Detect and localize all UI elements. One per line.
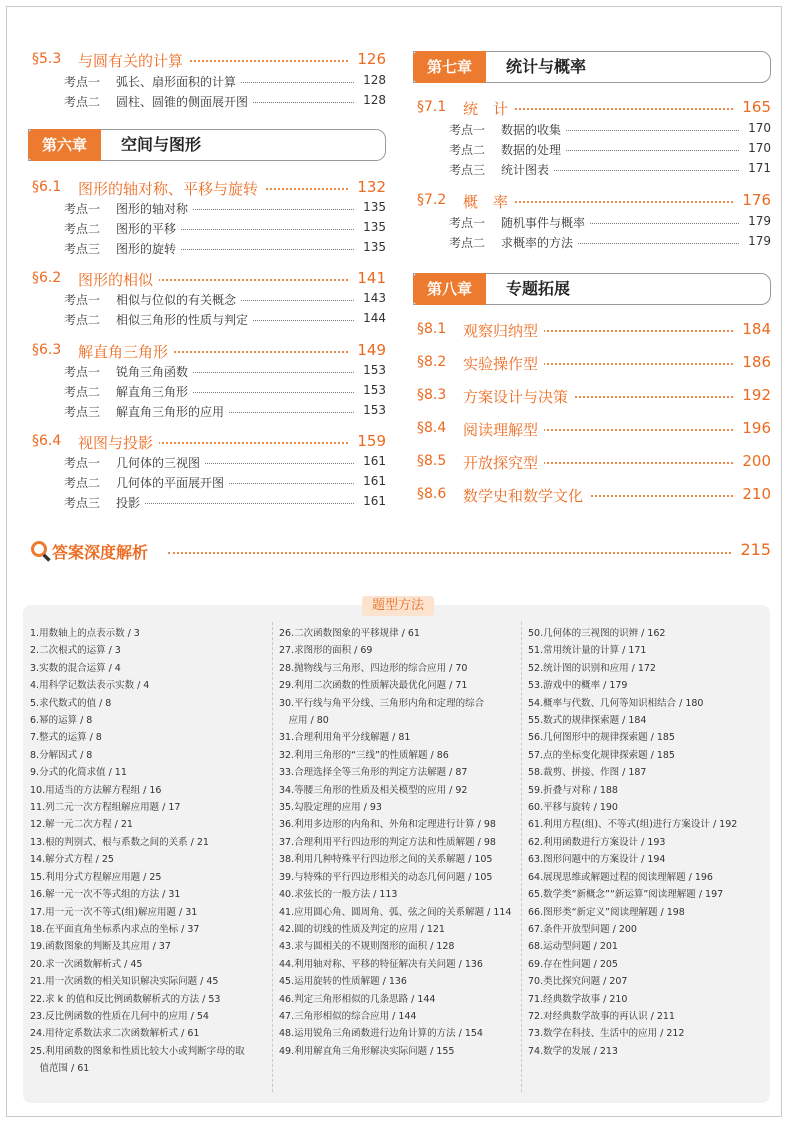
toc-point[interactable]	[28, 92, 386, 110]
point-label: 考点一	[64, 293, 101, 307]
point-label: 考点二	[449, 236, 486, 250]
method-item[interactable]: 67.条件开放型问题 / 200	[528, 923, 637, 935]
method-item[interactable]: 62.利用函数进行方案设计 / 193	[528, 836, 666, 848]
method-item[interactable]: 37.合理利用平行四边形的判定方法和性质解题 / 98	[279, 836, 496, 848]
point-title: 统计图表	[501, 161, 553, 178]
answers-title: 答案深度解析	[52, 540, 154, 563]
method-item[interactable]: 1.用数轴上的点表示数 / 3	[30, 628, 140, 639]
section-number: §8.1	[417, 321, 447, 337]
method-item[interactable]: 64.展现思维或解题过程的阅读理解题 / 196	[528, 871, 713, 883]
method-item[interactable]: 24.用待定系数法求二次函数解析式 / 61	[30, 1028, 200, 1040]
method-item[interactable]: 33.合理选择全等三角形的判定方法解题 / 87	[279, 767, 468, 779]
section-number: §8.4	[417, 420, 447, 436]
section-number: §5.3	[32, 51, 62, 67]
toc-section-8-2[interactable]	[413, 353, 771, 373]
toc-point[interactable]	[28, 453, 386, 471]
section-number: §6.3	[32, 342, 62, 358]
point-title: 求概率的方法	[501, 234, 577, 251]
method-item[interactable]: 31.合理利用角平分线解题 / 81	[279, 732, 411, 744]
method-item[interactable]: 66.图形类“新定义”阅读理解题 / 198	[528, 906, 685, 918]
toc-point[interactable]	[413, 140, 771, 158]
method-item[interactable]: 50.几何体的三视图的识辨 / 162	[528, 628, 666, 639]
method-item[interactable]: 60.平移与旋转 / 190	[528, 802, 618, 814]
section-number: §6.2	[32, 270, 62, 286]
method-item[interactable]: 73.数学在科技、生活中的应用 / 212	[528, 1028, 685, 1040]
section-page: 126	[353, 50, 386, 68]
method-item[interactable]: 23.反比例函数的性质在几何中的应用 / 54	[30, 1010, 209, 1022]
point-title: 解直角三角形的应用	[116, 403, 228, 420]
toc-point[interactable]	[28, 402, 386, 420]
toc-point[interactable]	[28, 239, 386, 257]
method-item[interactable]: 65.数学类“新概念”“新运算”阅读理解题 / 197	[528, 889, 724, 901]
section-number: §8.5	[417, 453, 447, 469]
point-title: 相似与位似的有关概念	[116, 291, 240, 308]
point-label: 考点三	[64, 242, 101, 256]
method-item[interactable]: 70.类比探究问题 / 207	[528, 976, 628, 988]
method-item[interactable]: 51.常用统计量的计算 / 171	[528, 645, 647, 657]
method-item[interactable]: 15.利用分式方程解应用题 / 25	[30, 871, 162, 883]
chapter-7-header[interactable]	[413, 51, 771, 83]
point-title: 圆柱、圆锥的侧面展开图	[116, 93, 252, 110]
toc-point[interactable]	[28, 219, 386, 237]
chapter-tag: 第七章	[413, 51, 486, 83]
section-page: 141	[353, 269, 386, 287]
section-page: 196	[738, 419, 771, 437]
method-item[interactable]: 16.解一元一次不等式组的方法 / 31	[30, 889, 181, 901]
method-item[interactable]: 30.平行线与角平分线、三角形内角和定理的综合	[279, 697, 485, 709]
point-label: 考点二	[64, 385, 101, 399]
method-item[interactable]: 3.实数的混合运算 / 4	[30, 662, 121, 674]
method-item[interactable]: 72.对经典数学故事的再认识 / 211	[528, 1010, 675, 1022]
method-item[interactable]: 12.解一元二次方程 / 21	[30, 819, 133, 831]
point-page: 161	[359, 474, 386, 488]
section-title: 阅读理解型	[463, 419, 544, 440]
toc-answers-row[interactable]	[28, 538, 771, 564]
method-item[interactable]: 71.经典数学故事 / 210	[528, 993, 628, 1005]
point-page: 179	[744, 234, 771, 248]
chapter-tag: 第六章	[28, 129, 101, 161]
point-title: 弧长、扇形面积的计算	[116, 73, 240, 90]
method-item[interactable]: 7.整式的运算 / 8	[30, 732, 102, 744]
method-item[interactable]: 56.几何图形中的规律探索题 / 185	[528, 732, 675, 744]
section-page: 186	[738, 353, 771, 371]
method-item[interactable]: 38.利用几种特殊平行四边形之间的关系解题 / 105	[279, 854, 493, 866]
point-page: 171	[744, 161, 771, 175]
chapter-title: 空间与图形	[121, 135, 202, 154]
toc-section-8-4[interactable]	[413, 419, 771, 439]
toc-point[interactable]	[413, 160, 771, 178]
chapter-title: 统计与概率	[506, 57, 587, 76]
section-title: 解直角三角形	[78, 341, 174, 362]
method-item[interactable]: 值范围 / 61	[30, 1063, 90, 1075]
point-title: 图形的轴对称	[116, 200, 192, 217]
section-number: §7.2	[417, 192, 447, 208]
section-number: §8.3	[417, 387, 447, 403]
section-page: 165	[738, 98, 771, 116]
point-label: 考点一	[64, 365, 101, 379]
chapter-tag: 第八章	[413, 273, 486, 305]
point-title: 图形的旋转	[116, 240, 180, 257]
point-label: 考点一	[64, 202, 101, 216]
toc-section-8-3[interactable]	[413, 386, 771, 406]
point-page: 153	[359, 383, 386, 397]
point-page: 135	[359, 220, 386, 234]
method-item[interactable]: 48.运用锐角三角函数进行边角计算的方法 / 154	[279, 1028, 483, 1040]
toc-point[interactable]	[413, 213, 771, 231]
section-title: 概 率	[463, 191, 514, 212]
method-item[interactable]: 58.裁剪、拼接、作图 / 187	[528, 767, 647, 779]
point-label: 考点二	[64, 95, 101, 109]
method-item[interactable]: 46.判定三角形相似的几条思路 / 144	[279, 993, 436, 1005]
toc-point[interactable]	[28, 290, 386, 308]
method-item[interactable]: 32.利用三角形的“三线”的性质解题 / 86	[279, 749, 449, 761]
point-title: 几何体的平面展开图	[116, 474, 228, 491]
toc-section-6-4[interactable]	[28, 432, 386, 452]
point-label: 考点二	[64, 476, 101, 490]
method-item[interactable]: 55.数式的规律探索题 / 184	[528, 715, 647, 727]
method-item[interactable]: 2.二次根式的运算 / 3	[30, 645, 121, 657]
point-page: 161	[359, 494, 386, 508]
point-page: 144	[359, 311, 386, 325]
method-item[interactable]: 11.列二元一次方程组解应用题 / 17	[30, 802, 181, 814]
point-label: 考点二	[64, 313, 101, 327]
toc-point[interactable]	[28, 72, 386, 90]
method-item[interactable]: 49.利用解直角三角形解决实际问题 / 155	[279, 1045, 455, 1057]
point-title: 解直角三角形	[116, 383, 192, 400]
method-item[interactable]: 19.函数图象的判断及其应用 / 37	[30, 941, 171, 953]
point-page: 153	[359, 403, 386, 417]
method-item[interactable]: 36.利用多边形的内角和、外角和定理进行计算 / 98	[279, 819, 496, 831]
section-number: §7.1	[417, 99, 447, 115]
point-page: 161	[359, 454, 386, 468]
method-item[interactable]: 6.幂的运算 / 8	[30, 715, 93, 727]
method-item[interactable]: 5.求代数式的值 / 8	[30, 697, 112, 709]
section-page: 200	[738, 452, 771, 470]
point-label: 考点三	[64, 405, 101, 419]
toc-point[interactable]	[28, 199, 386, 217]
method-item[interactable]: 应用 / 80	[279, 715, 329, 727]
toc-section-8-1[interactable]	[413, 320, 771, 340]
method-item[interactable]: 54.概率与代数、几何等知识相结合 / 180	[528, 697, 704, 709]
method-item[interactable]: 20.求一次函数解析式 / 45	[30, 958, 143, 970]
section-title: 统 计	[463, 98, 514, 119]
method-item[interactable]: 25.利用函数的图象和性质比较大小或判断字母的取	[30, 1045, 245, 1057]
methods-column-3	[528, 625, 773, 1060]
point-title: 图形的平移	[116, 220, 180, 237]
method-item[interactable]: 45.运用旋转的性质解题 / 136	[279, 976, 407, 988]
section-number: §8.2	[417, 354, 447, 370]
toc-section-6-1[interactable]	[28, 178, 386, 198]
method-item[interactable]: 27.求图形的面积 / 69	[279, 645, 373, 657]
toc-section-5-3[interactable]	[28, 50, 386, 70]
point-page: 143	[359, 291, 386, 305]
methods-column-1	[30, 625, 275, 1078]
method-item[interactable]: 10.用适当的方法解方程组 / 16	[30, 784, 162, 796]
point-title: 数据的收集	[501, 121, 565, 138]
leader-dots	[168, 552, 731, 554]
chapter-8-header[interactable]	[413, 273, 771, 305]
method-item[interactable]: 22.求 k 的值和反比例函数解析式的方法 / 53	[30, 993, 221, 1005]
method-item[interactable]: 35.勾股定理的应用 / 93	[279, 802, 382, 814]
point-label: 考点一	[449, 123, 486, 137]
section-number: §8.6	[417, 486, 447, 502]
method-item[interactable]: 63.图形问题中的方案设计 / 194	[528, 854, 666, 866]
section-page: 132	[353, 178, 386, 196]
methods-column-2	[279, 625, 524, 1060]
section-page: 149	[353, 341, 386, 359]
section-title: 开放探究型	[463, 452, 544, 473]
section-title: 观察归纳型	[463, 320, 544, 341]
point-page: 128	[359, 93, 386, 107]
point-page: 128	[359, 73, 386, 87]
toc-section-7-1[interactable]	[413, 98, 771, 118]
toc-section-6-3[interactable]	[28, 341, 386, 361]
method-item[interactable]: 18.在平面直角坐标系内求点的坐标 / 37	[30, 923, 200, 935]
section-number: §6.1	[32, 179, 62, 195]
point-page: 135	[359, 240, 386, 254]
method-item[interactable]: 17.用一元一次不等式(组)解应用题 / 31	[30, 906, 198, 918]
section-title: 与圆有关的计算	[78, 50, 189, 71]
section-page: 192	[738, 386, 771, 404]
section-title: 数学史和数学文化	[463, 485, 589, 506]
point-page: 170	[744, 121, 771, 135]
toc-point[interactable]	[413, 120, 771, 138]
method-item[interactable]: 42.圆的切线的性质及判定的应用 / 121	[279, 923, 445, 935]
point-label: 考点二	[64, 222, 101, 236]
point-title: 几何体的三视图	[116, 454, 204, 471]
toc-point[interactable]	[28, 310, 386, 328]
toc-point[interactable]	[28, 493, 386, 511]
toc-point[interactable]	[28, 362, 386, 380]
method-item[interactable]: 34.等腰三角形的性质及相关模型的应用 / 92	[279, 784, 468, 796]
point-title: 随机事件与概率	[501, 214, 589, 231]
point-label: 考点三	[64, 496, 101, 510]
method-item[interactable]: 52.统计图的识别和应用 / 172	[528, 662, 656, 674]
method-item[interactable]: 9.分式的化简求值 / 11	[30, 767, 127, 779]
method-item[interactable]: 68.运动型问题 / 201	[528, 941, 618, 953]
method-item[interactable]: 4.用科学记数法表示实数 / 4	[30, 680, 150, 692]
section-page: 159	[353, 432, 386, 450]
method-item[interactable]: 29.利用二次函数的性质解决最优化问题 / 71	[279, 680, 468, 692]
method-item[interactable]: 39.与特殊的平行四边形相关的动态几何问题 / 105	[279, 871, 493, 883]
section-title: 实验操作型	[463, 353, 544, 374]
method-item[interactable]: 53.游戏中的概率 / 179	[528, 680, 628, 692]
chapter-title: 专题拓展	[506, 279, 571, 298]
method-item[interactable]: 8.分解因式 / 8	[30, 749, 93, 761]
section-title: 图形的相似	[78, 269, 159, 290]
point-page: 135	[359, 200, 386, 214]
section-title: 图形的轴对称、平移与旋转	[78, 178, 264, 199]
point-title: 锐角三角函数	[116, 363, 192, 380]
method-item[interactable]: 14.解分式方程 / 25	[30, 854, 114, 866]
point-label: 考点三	[449, 163, 486, 177]
method-item[interactable]: 61.利用方程(组)、不等式(组)进行方案设计 / 192	[528, 819, 738, 831]
method-item[interactable]: 13.根的判别式、根与系数之间的关系 / 21	[30, 836, 209, 848]
point-label: 考点一	[449, 216, 486, 230]
toc-point[interactable]	[28, 382, 386, 400]
point-page: 153	[359, 363, 386, 377]
point-title: 数据的处理	[501, 141, 565, 158]
toc-point[interactable]	[413, 233, 771, 251]
toc-section-7-2[interactable]	[413, 191, 771, 211]
chapter-6-header[interactable]	[28, 129, 386, 161]
method-item[interactable]: 41.应用圆心角、圆周角、弧、弦之间的关系解题 / 114	[279, 906, 512, 918]
point-page: 170	[744, 141, 771, 155]
method-item[interactable]: 59.折叠与对称 / 188	[528, 784, 618, 796]
point-label: 考点一	[64, 75, 101, 89]
method-item[interactable]: 28.抛物线与三角形、四边形的综合应用 / 70	[279, 662, 468, 674]
point-page: 179	[744, 214, 771, 228]
method-item[interactable]: 26.二次函数图象的平移规律 / 61	[279, 628, 420, 639]
methods-heading: 题型方法	[362, 596, 434, 616]
method-item[interactable]: 40.求弦长的一般方法 / 113	[279, 889, 398, 901]
toc-section-6-2[interactable]	[28, 269, 386, 289]
point-label: 考点二	[449, 143, 486, 157]
method-item[interactable]: 44.利用轴对称、平移的特征解决有关问题 / 136	[279, 958, 483, 970]
magnifier-icon	[28, 538, 54, 564]
section-title: 视图与投影	[78, 432, 159, 453]
section-page: 210	[738, 485, 771, 503]
section-page: 176	[738, 191, 771, 209]
toc-point[interactable]	[28, 473, 386, 491]
method-item[interactable]: 21.用一次函数的相关知识解决实际问题 / 45	[30, 976, 219, 988]
leader-dots	[116, 503, 354, 504]
method-item[interactable]: 74.数学的发展 / 213	[528, 1045, 618, 1057]
section-page: 184	[738, 320, 771, 338]
point-label: 考点一	[64, 456, 101, 470]
toc-section-8-6[interactable]	[413, 485, 771, 505]
answers-page: 215	[736, 540, 771, 559]
toc-section-8-5[interactable]	[413, 452, 771, 472]
method-item[interactable]: 43.求与圆相关的不规则图形的面积 / 128	[279, 941, 455, 953]
point-title: 投影	[116, 494, 144, 511]
method-item[interactable]: 69.存在性问题 / 205	[528, 958, 618, 970]
section-number: §6.4	[32, 433, 62, 449]
method-item[interactable]: 57.点的坐标变化规律探索题 / 185	[528, 749, 675, 761]
method-item[interactable]: 47.三角形相似的综合应用 / 144	[279, 1010, 417, 1022]
section-title: 方案设计与决策	[463, 386, 574, 407]
point-title: 相似三角形的性质与判定	[116, 311, 252, 328]
